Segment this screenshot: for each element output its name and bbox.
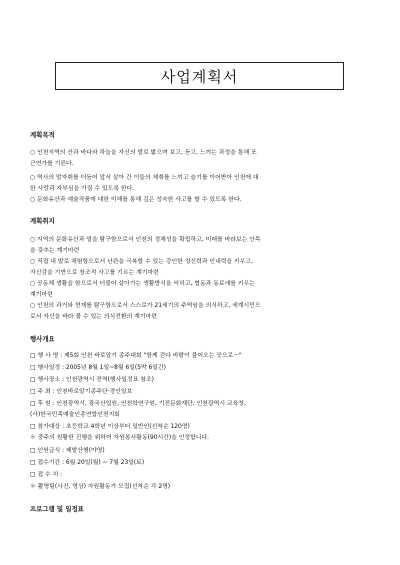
section-heading-program: 프로그램 및 일정표 — [30, 505, 84, 513]
purpose-line: 한 사랑과 자부심을 가질 수 있도록 한다. — [30, 186, 135, 192]
policy-line: 계기마련 — [30, 292, 53, 298]
purpose-line: ○ 문화유산과 예술작품에 대한 이해를 통해 깊은 성숙한 사고를 할 수 있도록 한다. — [30, 197, 242, 203]
document-title: 사업계획서 — [55, 62, 344, 90]
policy-line: 을 갖추는 계기마련 — [30, 248, 80, 254]
policy-line: ○ 지역의 문화유산과 얼을 탐구함으로서 인천의 정체성을 확립하고, 미래를 바라보는 안목 — [30, 237, 261, 243]
section-heading-overview: 행사개요 — [30, 335, 55, 343]
purpose-line: ○ 인천지역의 산과 바다와 하늘을 자신의 발로 밟으며 보고, 듣고, 느끼는 과정을 통해 포 — [30, 150, 257, 156]
purpose-line: ○ 역사의 발자취를 더듬어 앞서 살아 간 이들의 체취를 느끼고 슬기를 이어받아 인천에 대 — [30, 175, 259, 181]
policy-line: ○ 인천의 과거와 현재를 탐구함으로서 스스로가 21세기의 주역임을 의식하고, 세계시민으 — [30, 303, 261, 309]
purpose-line: 근연가를 기른다. — [30, 161, 74, 167]
policy-line: 자신감을 기반으로 창조적 사고를 기르는 계기마련 — [30, 270, 159, 276]
overview-line: □ 행사장소 : 인천광역시 전역(행사일정표 참조) — [30, 377, 154, 383]
overview-line: (사)한국민족예술인총연합인천지회 — [30, 412, 120, 418]
policy-line: ○ 직접 내 발로 체험함으로서 난관을 극복할 수 있는 강인한 정신력과 인내력을 키우고, — [30, 259, 253, 265]
policy-line: ○ 공동체 생활을 함으로서 더불어 살아가는 생활방식을 익히고, 협동과 동료애를 키우는 — [30, 281, 255, 287]
overview-line: □ 행 사 명 : 제5회 인천 바로알기 종주대회 "함께 걷다 바람이 불어오는 곳으로···" — [30, 353, 242, 359]
overview-line: □ 행사일정 : 2005년 8월 1일~8월 6일(5박 6일간) — [30, 365, 166, 371]
overview-line: □ 인원급식 : 제발산행(야영) — [30, 448, 105, 454]
section-heading-purpose: 계획목적 — [30, 131, 55, 139]
overview-line: ＊ 촬영팀(사진, 영상) 자원활동가 모집(선착순 각 2명) — [30, 484, 171, 490]
overview-line: □ 접 수 처 : — [30, 472, 63, 478]
overview-line: □ 주 최 : 인천바로알기종주단·경인일보 — [30, 389, 133, 395]
overview-line: □ 접수기간 : 6월 20일(월) ~ 7월 23일(토) — [30, 460, 145, 466]
policy-line: 로서 자신을 바라 볼 수 있는 의식전환의 계기마련 — [30, 314, 157, 320]
section-heading-policy: 계획취지 — [30, 217, 55, 225]
overview-line: ＊ 중주의 원활한 진행을 위하여 자원봉사활동(90시간)을 인정합니다. — [30, 435, 210, 441]
overview-line: □ 참가대상 : 초등학교 4학년 이상부터 일반인(선착순 120명) — [30, 424, 190, 430]
overview-line: □ 후 원 : 인천광역시, 광국산업원, 인천학연구원, 기전문화재단, 인천광역시 교육청, — [30, 401, 246, 407]
